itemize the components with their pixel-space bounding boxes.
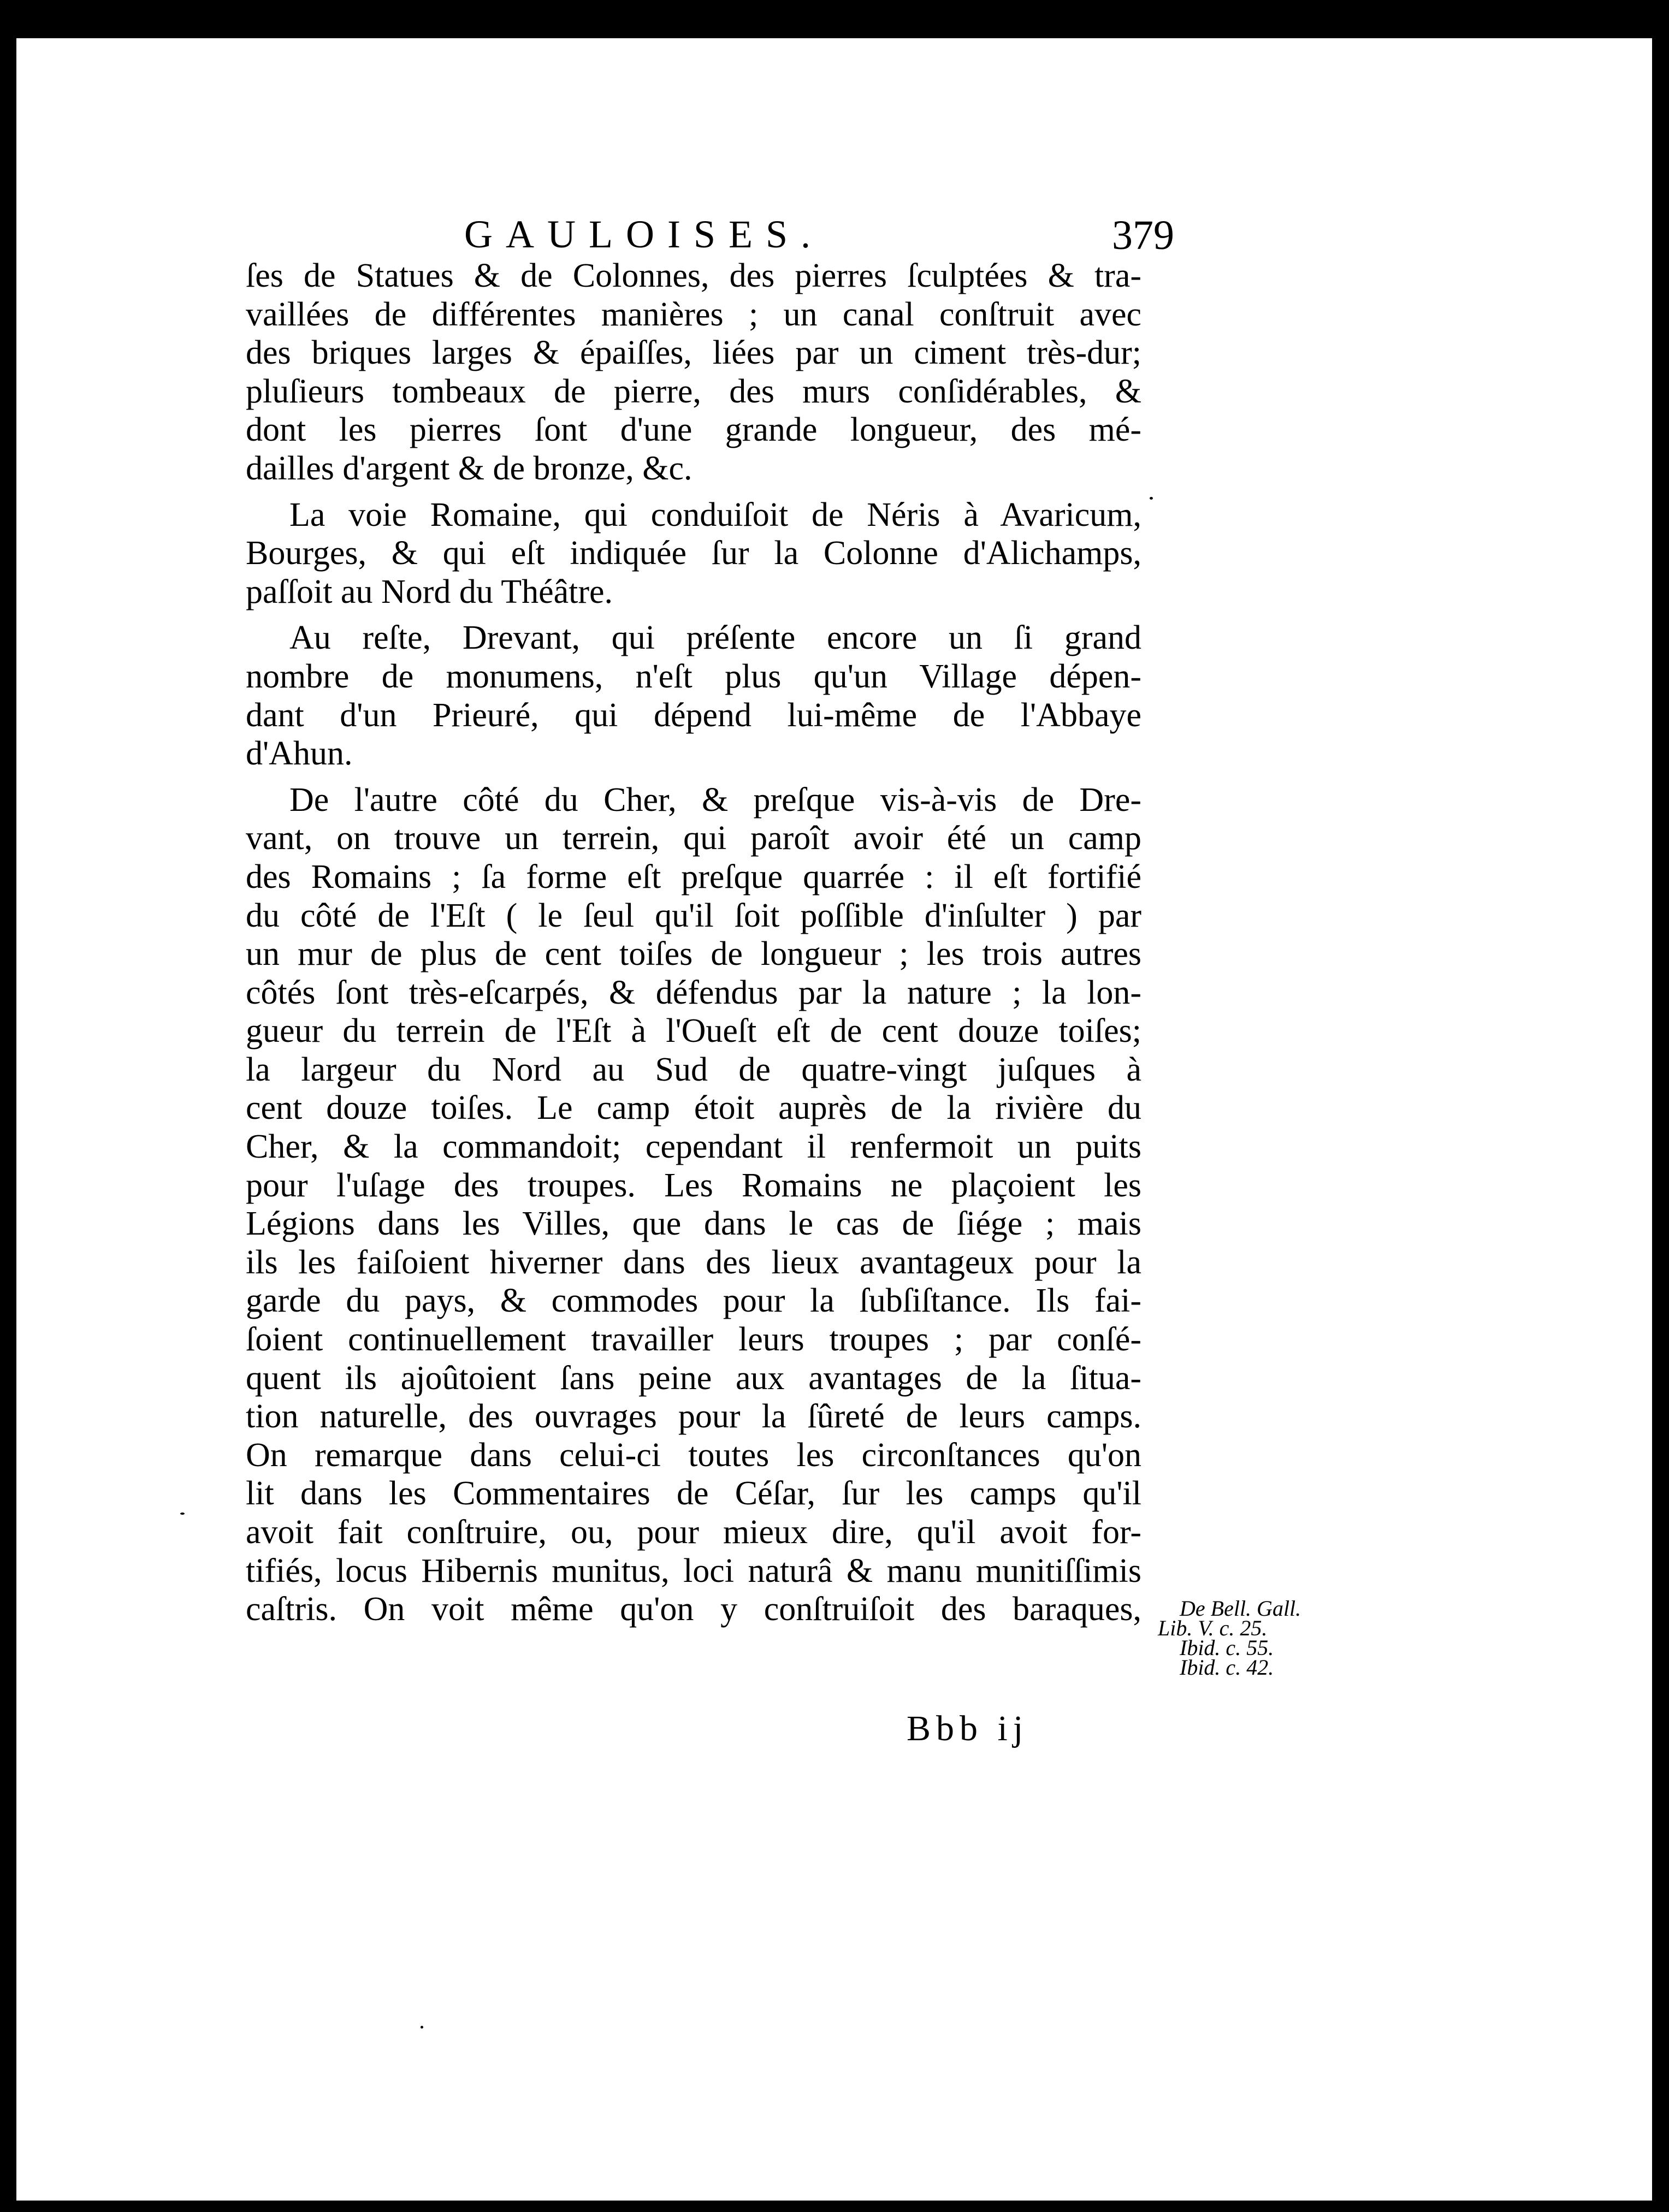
text-line: pluſieurs tombeaux de pierre, des murs conſidérables, & xyxy=(246,372,1141,410)
text-line: dailles d'argent & de bronze, &c. xyxy=(246,449,693,487)
text-line: côtés ſont très-eſcarpés, & défendus par la nature ; la lon- xyxy=(246,974,1141,1011)
ink-speck xyxy=(180,1513,185,1515)
text-line: caſtris. On voit même qu'on y conſtruiſoit des baraques, xyxy=(246,1591,1141,1628)
ink-speck xyxy=(421,2026,423,2029)
text-line: ſoient continuellement travailler leurs troupes ; par conſé- xyxy=(246,1321,1141,1359)
ink-speck xyxy=(1150,497,1153,500)
text-line: du côté de l'Eſt ( le ſeul qu'il ſoit poſſible d'inſulter ) par xyxy=(246,897,1141,934)
text-line: lit dans les Commentaires de Céſar, ſur les camps qu'il xyxy=(246,1475,1141,1513)
text-line: un mur de plus de cent toiſes de longueur ; les trois autres xyxy=(246,935,1141,973)
body-text xyxy=(246,257,1141,1629)
running-title: GAULOISES. xyxy=(464,212,824,256)
text-line: ils les faiſoient hiverner dans des lieux avantageux pour la xyxy=(246,1243,1141,1281)
text-line: On remarque dans celui-ci toutes les circonſtances qu'on xyxy=(246,1436,1141,1474)
text-line: gueur du terrein de l'Eſt à l'Oueſt eſt de cent douze toiſes; xyxy=(246,1012,1141,1050)
text-line: dant d'un Prieuré, qui dépend lui-même de l'Abbaye xyxy=(246,696,1141,734)
text-line: Au reſte, Drevant, qui préſente encore un ſi grand xyxy=(289,619,1141,657)
text-line: ſes de Statues & de Colonnes, des pierres ſculptées & tra- xyxy=(246,257,1141,294)
margin-note: De Bell. Gall. xyxy=(1180,1596,1301,1621)
signature-mark: Bbb ij xyxy=(907,1709,1029,1748)
book-page xyxy=(16,38,1652,2201)
text-line: pour l'uſage des troupes. Les Romains ne plaçoient les xyxy=(246,1166,1141,1204)
text-line: nombre de monumens, n'eſt plus qu'un Village dépen- xyxy=(246,657,1141,695)
text-line: des Romains ; ſa forme eſt preſque quarrée : il eſt fortifié xyxy=(246,858,1141,896)
text-line: tion naturelle, des ouvrages pour la ſûreté de leurs camps. xyxy=(246,1398,1141,1436)
text-line: la largeur du Nord au Sud de quatre-vingt juſques à xyxy=(246,1051,1141,1088)
text-line: La voie Romaine, qui conduiſoit de Néris à Avaricum, xyxy=(289,496,1141,533)
text-line: Cher, & la commandoit; cependant il renfermoit un puits xyxy=(246,1128,1141,1166)
text-line: Bourges, & qui eſt indiquée ſur la Colonne d'Alichamps, xyxy=(246,535,1141,572)
text-line: d'Ahun. xyxy=(246,735,353,773)
text-line: Légions dans les Villes, que dans le cas de ſiége ; mais xyxy=(246,1205,1141,1243)
margin-note: Lib. V. c. 25. xyxy=(1158,1616,1268,1640)
text-line: vaillées de différentes manières ; un canal conſtruit avec xyxy=(246,295,1141,333)
text-line: vant, on trouve un terrein, qui paroît avoir été un camp xyxy=(246,820,1141,857)
margin-note: Ibid. c. 55. xyxy=(1180,1635,1274,1660)
page-number: 379 xyxy=(1112,212,1174,258)
text-line: avoit fait conſtruire, ou, pour mieux dire, qu'il avoit for- xyxy=(246,1514,1141,1551)
text-line: De l'autre côté du Cher, & preſque vis-à-vis de Dre- xyxy=(289,781,1141,819)
text-line: tifiés, locus Hibernis munitus, loci naturâ & manu munitiſſimis xyxy=(246,1552,1141,1590)
text-line: quent ils ajoûtoient ſans peine aux avantages de la ſitua- xyxy=(246,1359,1141,1397)
text-line: des briques larges & épaiſſes, liées par un ciment très-dur; xyxy=(246,334,1141,372)
text-line: garde du pays, & commodes pour la ſubſiſtance. Ils fai- xyxy=(246,1282,1141,1320)
text-line: paſſoit au Nord du Théâtre. xyxy=(246,573,613,610)
margin-note: Ibid. c. 42. xyxy=(1180,1655,1274,1680)
margin-notes xyxy=(1158,1596,1387,1680)
text-line: dont les pierres ſont d'une grande longueur, des mé- xyxy=(246,411,1141,449)
text-line: cent douze toiſes. Le camp étoit auprès de la rivière du xyxy=(246,1089,1141,1127)
